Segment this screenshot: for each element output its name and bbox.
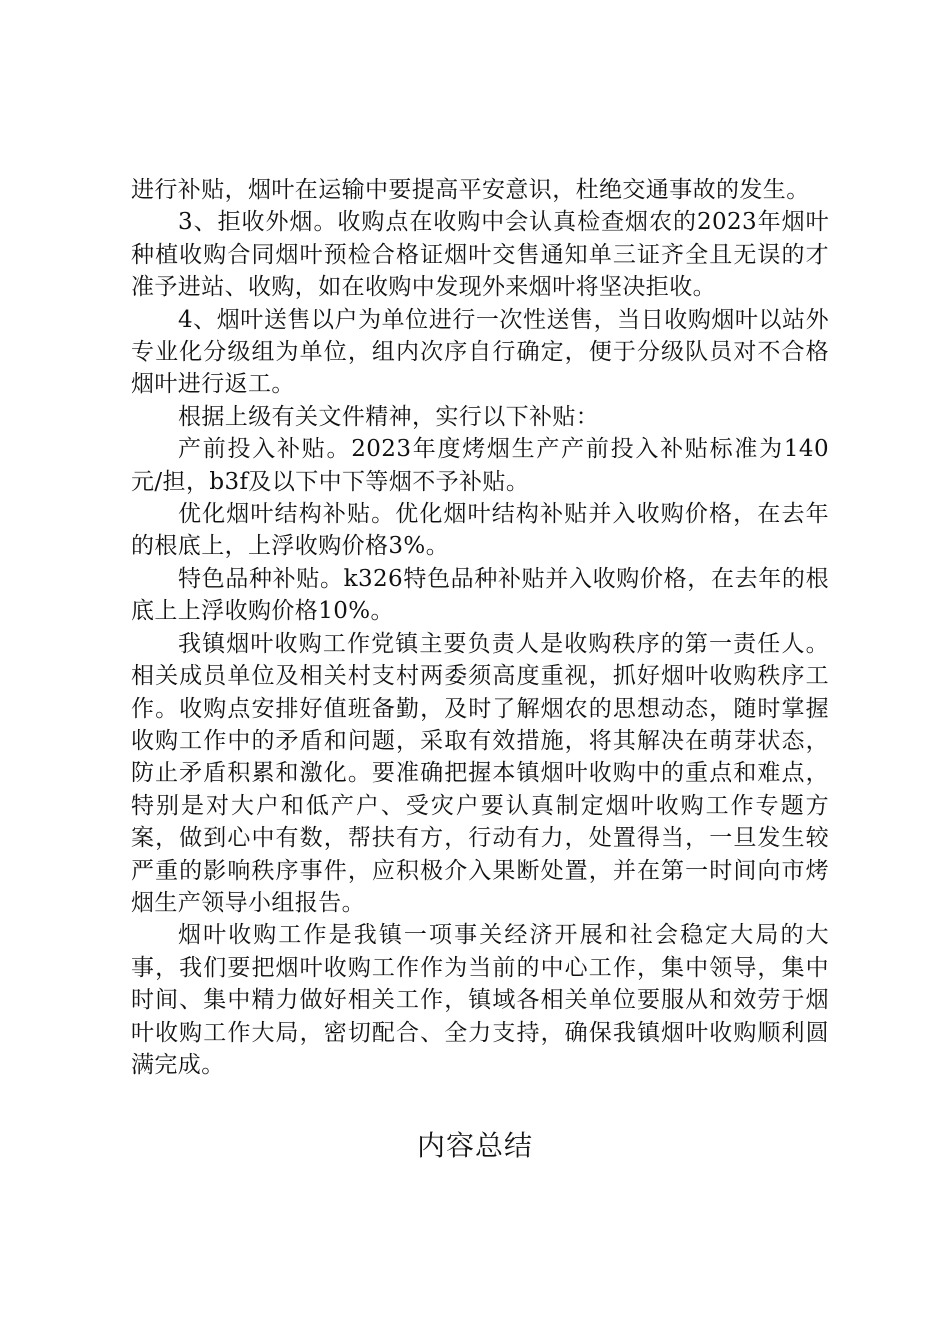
summary-heading: 内容总结 (416, 1129, 533, 1162)
paragraph-preproduction-subsidy: 产前投入补贴。2023年度烤烟生产产前投入补贴标准为140元/担，b3f及以下中下等烟不予补贴。 (131, 436, 829, 495)
paragraph-structure-subsidy: 优化烟叶结构补贴。优化烟叶结构补贴并入收购价格，在去年的根底上，上浮收购价格3%。 (131, 501, 829, 560)
paragraph-responsibility: 我镇烟叶收购工作党镇主要负责人是收购秩序的第一责任人。相关成员单位及相关村支村两委须高度重视，抓好烟叶收购秩序工作。收购点安排好值班备勤，及时了解烟农的思想动态，随时掌握收购工作中的矛盾和问题，采取有效措施，将其解决在萌芽状态，防止矛盾积累和激化。要准确把握本镇烟叶收购中的重点和难点，特别是对大户和低产户、受灾户要认真制定烟叶收购工作专题方案，做到心中有数，帮扶有方，行动有力，处置得当，一旦发生较严重的影响秩序事件，应积极介入果断处置，并在第一时间向市烤烟生产领导小组报告。 (131, 630, 829, 916)
paragraph-reject-outside-tobacco: 3、拒收外烟。收购点在收购中会认真检查烟农的2023年烟叶种植收购合同烟叶预检合格证烟叶交售通知单三证齐全且无误的才准予进站、收购，如在收购中发现外来烟叶将坚决拒收。 (131, 209, 829, 301)
paragraph-subsidy-intro: 根据上级有关文件精神，实行以下补贴： (178, 403, 600, 430)
paragraph-transport-subsidy-continued: 进行补贴，烟叶在运输中要提高平安意识，杜绝交通事故的发生。 (131, 177, 810, 203)
document-body (131, 174, 829, 1081)
paragraph-conclusion: 烟叶收购工作是我镇一项事关经济开展和社会稳定大局的大事，我们要把烟叶收购工作作为当前的中心工作，集中领导，集中时间、集中精力做好相关工作，镇域各相关单位要服从和效劳于烟叶收购工作大局，密切配合、全力支持，确保我镇烟叶收购顺利圆满完成。 (131, 922, 829, 1078)
paragraph-household-sale: 4、烟叶送售以户为单位进行一次性送售，当日收购烟叶以站外专业化分级组为单位，组内次序自行确定，便于分级队员对不合格烟叶进行返工。 (131, 306, 829, 398)
paragraph-variety-subsidy: 特色品种补贴。k326特色品种补贴并入收购价格，在去年的根底上上浮收购价格10%。 (131, 565, 829, 625)
